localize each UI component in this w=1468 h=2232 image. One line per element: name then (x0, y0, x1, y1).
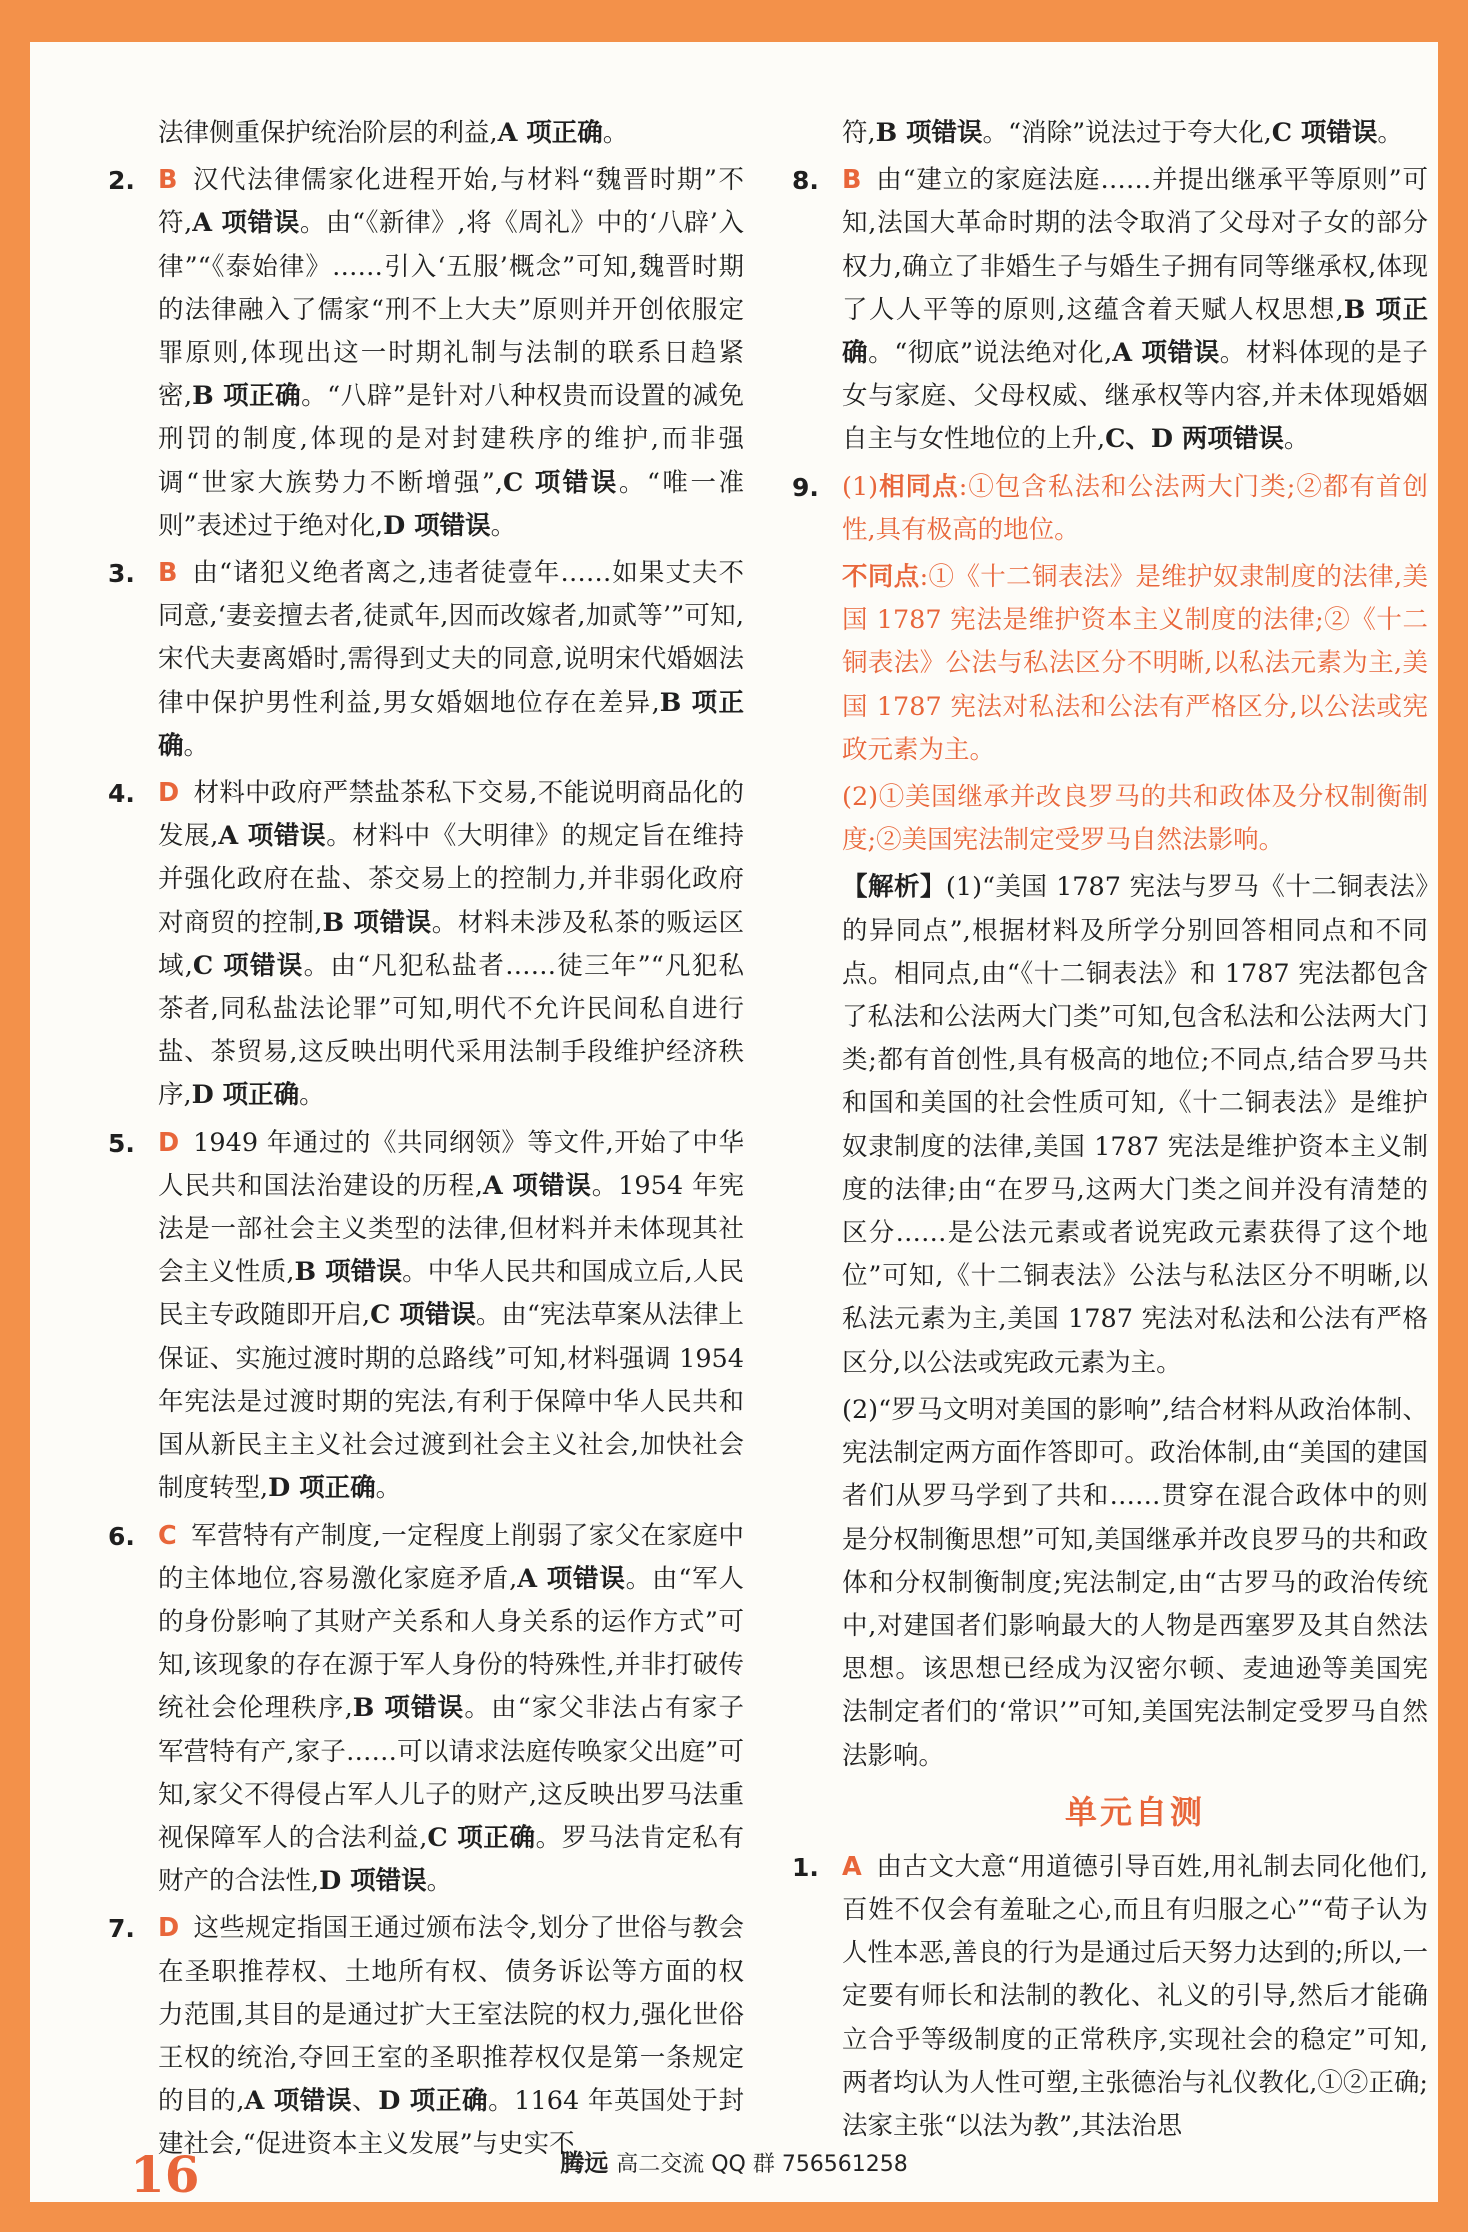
text-segment: 。 (426, 1866, 453, 1897)
analysis-label: 【解析】 (842, 872, 946, 903)
verdict-label: B 项错误 (352, 1693, 465, 1724)
verdict-label: A 项错误 (192, 208, 300, 239)
text-segment: 。材料体现的是子女与家庭、父母权威、继承权等内容,并未体现婚姻自主与女性地位的上升, (842, 338, 1428, 455)
verdict-label: B 项错误 (294, 1257, 403, 1288)
text-segment: 由“建立的家庭法庭……并提出继承平等原则”可知,法国大革命时期的法令取消了父母对子女的部分权力,确立了非婚生子与婚生子拥有同等继承权,体现了人人平等的原则,这蕴含着天赋人权思想, (842, 165, 1428, 325)
answer-letter: B (158, 165, 178, 196)
text-segment: 。材料未涉及私茶的贩运区域, (158, 907, 745, 981)
text-segment: 军营特有产制度,一定程度上削弱了家父在家庭中的主体地位,容易激化家庭矛盾, (158, 1520, 744, 1594)
page-number: 16 (130, 2145, 200, 2204)
item-number: 9. (792, 472, 819, 502)
text-segment: 由“诸犯义绝者离之,违者徒壹年……如果丈夫不同意,‘妻妾擅去者,徒贰年,因而改嫁者,加贰等’”可知,宋代夫妻离婚时,需得到丈夫的同意,说明宋代婚姻法律中保护男性利益,男女婚姻地位存在差异, (158, 558, 744, 718)
text-segment: 。 (602, 118, 629, 148)
answer-item-6 (108, 1515, 744, 1904)
item-number: 6. (108, 1521, 135, 1551)
test-item-1: 1. A 由古文大意“用道德引导百姓,用礼制去同化他们,百姓不仅会有羞耻之心,而且有归服之心”“荀子认为人性本恶,善良的行为是通过后天努力达到的;所以,一定要有师长和法制的教化、礼义的引导,然后才能确立合乎等级制度的正常秩序,实现社会的稳定”可知,两者均认为人性可塑,主张德治与礼仪教化,①②正确;法家主张“以法为教”,其法治思 (792, 1846, 1428, 2148)
text-segment: 。1164 年英国处于封建社会,“促进资本主义发展”与史实不 (158, 2086, 744, 2160)
answer-letter: B (842, 165, 862, 196)
item-number: 3. (108, 559, 135, 589)
footer-brand: 腾远 (560, 2149, 609, 2177)
verdict-label: C 项错误 (503, 467, 619, 498)
answer-letter: A (842, 1851, 862, 1882)
footer-text: 高二交流 QQ 群 756561258 (616, 2152, 908, 2177)
text-segment: (1) (842, 471, 879, 502)
analysis-paragraph-2: (2)“罗马文明对美国的影响”,结合材料从政治体制、宪法制定两方面作答即可。政治体制,由“美国的建国者们从罗马学到了共和……贯穿在混合政体中的则是分权制衡思想”可知,美国继承并改良罗马的共和政体和分权制衡制度;宪法制定,由“古罗马的政治传统中,对建国者们影响最大的人物是西塞罗及其自然法思想。该思想已经成为汉密尔顿、麦迪逊等美国宪法制定者们的‘常识’”可知,美国宪法制定受罗马自然法影响。 (842, 1394, 1428, 1771)
verdict-label: D 项错误 (383, 510, 491, 541)
text-segment: 。由“家父非法占有家子军营特有产,家子……可以请求法庭传唤家父出庭”可知,家父不得侵占军人儿子的财产,这反映出罗马法重视保障军人的合法利益, (158, 1693, 745, 1853)
item-number: 5. (108, 1128, 135, 1158)
text-segment: 。 (1283, 424, 1310, 455)
answer-letter: C (158, 1520, 177, 1551)
text-segment: 。材料中《大明律》的规定旨在维持并强化政府在盐、茶交易上的控制力,并非弱化政府对商贸的控制, (158, 821, 744, 938)
text-segment: 。 (1377, 118, 1403, 148)
verdict-label: B 项错误 (322, 907, 432, 938)
text-segment: 这些规定指国王通过颁布法令,划分了世俗与教会在圣职推荐权、土地所有权、债务诉讼等方面的权力范围,其目的是通过扩大王室法院的权力,强化世俗王权的统治,夺回王室的圣职推荐权仅是第一条规定的目的, (158, 1913, 744, 2117)
answer-item-8 (792, 159, 1428, 461)
verdict-label: A 项错误 (218, 821, 327, 852)
continuation-item-1 (108, 112, 744, 155)
answer-item-7 (108, 1907, 744, 2166)
item-number: 2. (108, 166, 135, 196)
text-segment: 。“彻底”说法绝对化, (868, 338, 1113, 369)
answer-letter: D (158, 1127, 180, 1158)
text-segment: 符, (842, 118, 876, 148)
text-segment: 、 (352, 2086, 379, 2117)
verdict-label: A 项错误 (517, 1563, 626, 1594)
answer-item-9-differences (792, 556, 1428, 772)
verdict-label: B 项正确 (158, 687, 744, 761)
answer-page (30, 42, 1438, 2202)
verdict-label: A 项错误 (482, 1170, 592, 1201)
verdict-label: C 项错误 (370, 1300, 476, 1331)
text-segment: 。 (375, 1473, 402, 1504)
analysis-paragraph-1: 【解析】(1)“美国 1787 宪法与罗马《十二铜表法》的异同点”,根据材料及所学分别回答相同点和不同点。相同点,由“《十二铜表法》和 1787 宪法都包含了私法和公法两大门类”可知,包含私法和公法两大门类;都有首创性,具有极高的地位;不同点,结合罗马共和国和美国的社会性质可知,《十二铜表法》是维护奴隶制度的法律,美国 1787 宪法是维护资本主义制度的法律;由“在罗马,这两大门类之间并没有清楚的区分……是公法元素或者说宪政元素获得了这个地位”可知,《十二铜表法》公法与私法区分不明晰,以私法元素为主,美国 1787 宪法对私法和公法有严格区分,以公法或宪政元素为主。 (842, 872, 1428, 1378)
verdict-label: D 项错误 (319, 1866, 427, 1897)
continuation-item-7 (792, 112, 1428, 155)
answer-item-4 (108, 772, 744, 1118)
verdict-label: B 项错误 (875, 118, 983, 148)
verdict-label: A 项错误 (244, 2086, 353, 2117)
answer-item-9-part1 (792, 466, 1428, 552)
left-column (108, 112, 744, 2171)
text-segment: 。罗马法肯定私有财产的合法性, (158, 1822, 744, 1897)
text-segment: 。由“凡犯私盐者……徒三年”“凡犯私茶者,同私盐法论罪”可知,明代不允许民间私自进行盐、茶贸易,这反映出明代采用法制手段维护经济秩序, (158, 950, 744, 1111)
text-segment: 。“唯一准则”表述过于绝对化, (158, 467, 744, 541)
answer-letter: D (158, 1913, 180, 1944)
verdict-label: D 项正确 (191, 1080, 300, 1111)
answer-item-9-part2: (2)①美国继承并改良罗马的共和政体及分权制衡制度;②美国宪法制定受罗马自然法影响。 (842, 782, 1428, 856)
text-segment: 1949 年通过的《共同纲领》等文件,开始了中华人民共和国法治建设的历程, (158, 1127, 744, 1201)
verdict-label: A 项错误 (1112, 338, 1220, 369)
verdict-label: B 项正确 (842, 294, 1428, 369)
text-segment: 。 (299, 1080, 325, 1111)
text-segment: 。由“军人的身份影响了其财产关系和人身关系的运作方式”可知,该现象的存在源于军人身份的特殊性,并非打破传统社会伦理秩序, (158, 1563, 744, 1724)
section-title: 单元自测 (1064, 1792, 1205, 1831)
verdict-label: 不同点 (842, 562, 920, 593)
right-column (792, 112, 1428, 2152)
item-number: 7. (108, 1914, 135, 1944)
text-segment: 。 (183, 730, 210, 761)
verdict-label: C 项正确 (427, 1822, 536, 1853)
item-number: 1. (792, 1852, 819, 1882)
verdict-label: C 项错误 (1271, 118, 1378, 148)
verdict-label: D 项正确 (378, 2086, 489, 2117)
text-segment: 。由“《新律》,将《周礼》中的‘八辟’入律”“《泰始律》……引入‘五服’概念”可知,魏晋时期的法律融入了儒家“刑不上大夫”原则并开创依服定罪原则,体现出这一时期礼制与法制的联系日趋紧密, (158, 208, 744, 412)
text-segment: 。“八辟”是针对八种权贵而设置的减免刑罚的制度,体现的是对封建秩序的维护,而非强调“世家大族势力不断增强”, (158, 381, 744, 498)
verdict-label: D 项正确 (268, 1473, 376, 1504)
item-number: 8. (792, 166, 819, 196)
text-segment: 。1954 年宪法是一部社会主义类型的法律,但材料并未体现其社会主义性质, (158, 1170, 744, 1288)
text-segment: 。由“宪法草案从法律上保证、实施过渡时期的总路线”可知,材料强调 1954 年宪法是过渡时期的宪法,有利于保障中华人民共和国从新民主主义社会过渡到社会主义社会,加快社会制度转型, (158, 1300, 744, 1504)
answer-item-5 (108, 1122, 744, 1511)
answer-item-2 (108, 159, 744, 548)
verdict-label: C、D 两项错误 (1105, 424, 1284, 455)
verdict-label: C 项错误 (192, 950, 304, 981)
text-segment: 材料中政府严禁盐茶私下交易,不能说明商品化的发展, (158, 778, 744, 852)
text-segment: 。中华人民共和国成立后,人民民主专政随即开启, (158, 1257, 745, 1331)
answer-item-3 (108, 552, 744, 768)
text-segment: 汉代法律儒家化进程开始,与材料“魏晋时期”不符, (158, 165, 744, 239)
text-segment: :①《十二铜表法》是维护奴隶制度的法律,美国 1787 宪法是维护资本主义制度的法律;②《十二铜表法》公法与私法区分不明晰,以私法元素为主,美国 1787 宪法对私法和公法有严格区分,以公法或宪政元素为主。 (842, 562, 1428, 765)
answer-letter: B (158, 558, 178, 589)
verdict-label: A 项正确 (497, 118, 603, 148)
text-segment: 法律侧重保护统治阶层的利益, (158, 118, 498, 148)
text-segment: 。“消除”说法过于夸大化, (982, 118, 1272, 148)
text-segment: 。 (490, 510, 517, 541)
item-number: 4. (108, 779, 135, 809)
text-segment: :①包含私法和公法两大门类;②都有首创性,具有极高的地位。 (842, 471, 1428, 545)
footer (0, 2143, 1468, 2178)
verdict-label: B 项正确 (192, 381, 302, 412)
answer-letter: D (158, 778, 180, 809)
verdict-label: 相同点 (878, 471, 959, 502)
